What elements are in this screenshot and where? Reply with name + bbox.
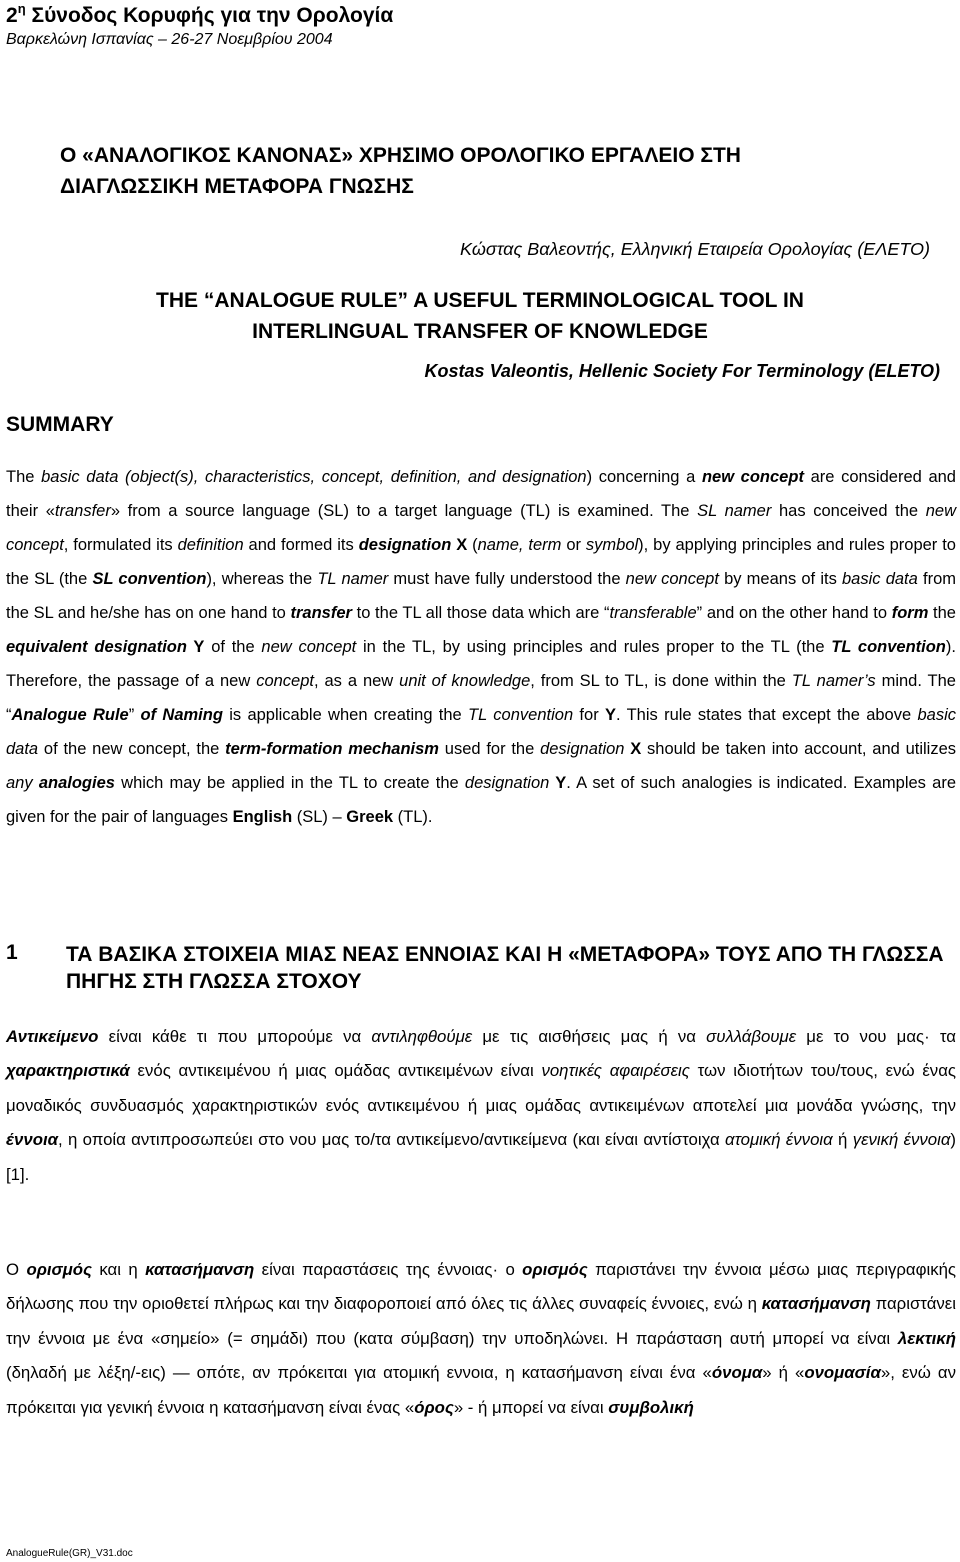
text-run: of Naming bbox=[140, 706, 223, 724]
text-run: ( bbox=[467, 536, 478, 554]
text-run: English bbox=[232, 808, 293, 826]
text-run: TL convention bbox=[468, 706, 574, 724]
text-run: unit of knowledge bbox=[399, 672, 531, 690]
text-run: Y bbox=[549, 774, 567, 792]
text-run: new concept bbox=[261, 638, 357, 656]
abstract-paragraph bbox=[6, 460, 956, 834]
text-run: any bbox=[6, 774, 33, 792]
text-run: from the SL and he/she has on one hand to bbox=[6, 570, 956, 622]
text-run: . A set of such analogies is indicated. Examples are given for the pair of languages bbox=[6, 774, 956, 826]
text-run: TL convention bbox=[831, 638, 946, 656]
greek-title-line1: Ο «ΑΝΑΛΟΓΙΚΟΣ ΚΑΝΟΝΑΣ» ΧΡΗΣΙΜΟ ΟΡΟΛΟΓΙΚΟ ΕΡΓΑΛΕΙΟ ΣΤΗ bbox=[60, 144, 741, 167]
text-run: transfer bbox=[290, 604, 352, 622]
text-run: are considered and their « bbox=[6, 468, 956, 520]
text-run: which may be applied in the TL to create the bbox=[114, 774, 465, 792]
text-run: X bbox=[451, 536, 468, 554]
text-run: basic data (object(s), characteristics, concept, definition, and designation bbox=[41, 468, 587, 486]
text-run: » ή « bbox=[762, 1363, 805, 1383]
text-run: λεκτική bbox=[897, 1328, 956, 1348]
text-run: γενική έννοια bbox=[852, 1130, 951, 1150]
text-run: των ιδιοτήτων του/τους, ενώ ένας μοναδικός συνδυασμός χαρακτηριστικών ενός αντικειμένου ή μιας ομάδας αντικειμένων αποτελεί μια μονάδα γνώσης, την bbox=[6, 1061, 956, 1115]
english-title bbox=[0, 285, 960, 347]
text-run: , formulated its bbox=[63, 536, 178, 554]
text-run: ), whereas the bbox=[206, 570, 318, 588]
text-run: όνομα bbox=[711, 1363, 763, 1383]
text-run: νοητικές αφαιρέσεις bbox=[541, 1061, 690, 1081]
text-run: basic data bbox=[6, 706, 956, 758]
text-run: χαρακτηριστικά bbox=[6, 1061, 130, 1081]
text-run: ” and on the other hand to bbox=[696, 604, 892, 622]
text-run: , η οποία αντιπροσωπεύει στο νου μας το/τα αντικείμενο/αντικείμενα (και είναι αντίστοιχα bbox=[58, 1130, 726, 1150]
greek-title-line2: ΔΙΑΓΛΩΣΣΙΚΗ ΜΕΤΑΦΟΡΑ ΓΝΩΣΗΣ bbox=[60, 175, 414, 198]
text-run: ή bbox=[832, 1130, 853, 1150]
text-run: ) concerning a bbox=[586, 468, 702, 486]
text-run: ατομική έννοια bbox=[725, 1130, 833, 1150]
text-run: . This rule states that except the above bbox=[616, 706, 918, 724]
text-run: used for the bbox=[438, 740, 541, 758]
text-run: new concept bbox=[701, 468, 804, 486]
text-run: the bbox=[928, 604, 956, 622]
text-run: με τις αισθήσεις μας ή να bbox=[472, 1027, 707, 1046]
text-run: », ενώ αν πρόκειται για γενική έννοια η κατασήμανση είναι ένας « bbox=[6, 1363, 957, 1417]
text-run: (δηλαδή με λέξη/-εις) — οπότε, αν πρόκειται για ατομική εννοια, η κατασήμανση είναι ένα « bbox=[6, 1363, 712, 1383]
english-title-line1: THE “ANALOGUE RULE” A USEFUL TERMINOLOGICAL TOOL IN bbox=[156, 289, 804, 312]
text-run: » from a source language (SL) to a target language (TL) is examined. The bbox=[110, 502, 698, 520]
section-title: ΤΑ ΒΑΣΙΚΑ ΣΤΟΙΧΕΙΑ ΜΙΑΣ ΝΕΑΣ ΕΝΝΟΙΑΣ ΚΑΙ Η «ΜΕΤΑΦΟΡΑ» ΤΟΥΣ ΑΠΟ ΤΗ ΓΛΩΣΣΑ ΠΗΓΗΣ ΣΤΗ ΓΛΩΣΣΑ ΣΤΟΧΟΥ bbox=[66, 943, 944, 993]
text-run: of the bbox=[204, 638, 262, 656]
text-run: The bbox=[6, 468, 42, 486]
text-run: to the TL all those data which are “ bbox=[351, 604, 610, 622]
text-run: ). Therefore, the passage of a new bbox=[6, 638, 956, 690]
text-run: ορισμός bbox=[522, 1260, 588, 1279]
text-run: concept bbox=[256, 672, 314, 690]
text-run: συμβολική bbox=[608, 1397, 694, 1417]
text-run: είναι παραστάσεις της έννοιας· ο bbox=[254, 1260, 523, 1279]
text-run: definition bbox=[177, 536, 244, 554]
text-run: παριστάνει την έννοια μέσω μιας περιγραφικής δήλωσης που την οριοθετεί πλήρως και την διαφοροποιεί από όλες τις άλλες συναφείς έννοιες, ενώ η bbox=[6, 1260, 956, 1314]
text-run: (TL). bbox=[393, 808, 433, 826]
text-run: mind. The “ bbox=[6, 672, 956, 724]
greek-author: Κώστας Βαλεοντής, Ελληνική Εταιρεία Ορολογίας (ΕΛΕΤΟ) bbox=[460, 239, 930, 259]
text-run: TL namer bbox=[317, 570, 389, 588]
text-run: designation bbox=[540, 740, 625, 758]
conference-title bbox=[6, 2, 393, 28]
text-run: has conceived the bbox=[771, 502, 926, 520]
text-run: και η bbox=[91, 1260, 146, 1279]
text-run: equivalent designation bbox=[6, 638, 187, 656]
text-run: Y bbox=[186, 638, 205, 656]
text-run: must have fully understood the bbox=[388, 570, 626, 588]
english-title-line2: INTERLINGUAL TRANSFER OF KNOWLEDGE bbox=[252, 320, 708, 343]
text-run: είναι κάθε τι που μπορούμε να bbox=[98, 1027, 372, 1046]
title-superscript: η bbox=[17, 1, 26, 16]
english-author: Kostas Valeontis, Hellenic Society For Terminology (ELETO) bbox=[424, 361, 940, 381]
text-run: transfer bbox=[54, 502, 111, 520]
text-run: basic data bbox=[842, 570, 918, 588]
text-run: με το νου μας· τα bbox=[796, 1027, 956, 1046]
text-run: ενός αντικειμένου ή μιας ομάδας αντικειμένων είναι bbox=[129, 1061, 542, 1081]
text-run: Ο bbox=[6, 1260, 27, 1279]
text-run: designation bbox=[358, 536, 452, 554]
text-run: form bbox=[891, 604, 929, 622]
text-run: should be taken into account, and utilizes bbox=[641, 740, 957, 758]
text-run: παριστάνει την έννοια με ένα «σημείο» (= σημάδι) που (κατα σύμβαση) την υποδηλώνει. Η παράσταση αυτή μπορεί να είναι bbox=[6, 1294, 957, 1348]
text-run: κατασήμανση bbox=[145, 1260, 255, 1279]
summary-heading: SUMMARY bbox=[6, 413, 114, 436]
section-number: 1 bbox=[6, 941, 18, 964]
text-run: by means of its bbox=[718, 570, 842, 588]
text-run: Analogue Rule bbox=[11, 706, 129, 724]
text-run: Y bbox=[605, 706, 617, 724]
text-run: of the new concept, the bbox=[38, 740, 226, 758]
conference-subtitle: Βαρκελώνη Ισπανίας – 26-27 Νοεμβρίου 2004 bbox=[6, 31, 333, 48]
text-run: and formed its bbox=[243, 536, 359, 554]
text-run: ) [1]. bbox=[6, 1130, 956, 1184]
title-number: 2 bbox=[6, 4, 18, 27]
text-run: or bbox=[561, 536, 586, 554]
body-paragraph-1 bbox=[6, 1020, 956, 1192]
text-run: for bbox=[573, 706, 605, 724]
text-run: » - ή μπορεί να είναι bbox=[453, 1397, 609, 1417]
text-run: έννοια bbox=[6, 1130, 59, 1150]
text-run: analogies bbox=[38, 774, 115, 792]
greek-title bbox=[60, 140, 741, 202]
text-run: name, term bbox=[477, 536, 562, 554]
text-run: transferable bbox=[609, 604, 697, 622]
text-run: in the TL, by using principles and rules proper to the TL (the bbox=[356, 638, 832, 656]
text-run: Greek bbox=[346, 808, 394, 826]
text-run: , as a new bbox=[313, 672, 400, 690]
text-run: new concept bbox=[6, 502, 956, 554]
body-paragraph-2 bbox=[6, 1253, 956, 1425]
title-text: Σύνοδος Κορυφής για την Ορολογία bbox=[25, 4, 394, 27]
text-run: SL convention bbox=[92, 570, 207, 588]
text-run: ” bbox=[128, 706, 141, 724]
text-run: ονομασία bbox=[804, 1363, 881, 1383]
text-run: Αντικείμενο bbox=[6, 1027, 99, 1046]
text-run: (SL) – bbox=[292, 808, 347, 826]
text-run: αντιληφθούμε bbox=[371, 1027, 473, 1046]
text-run: symbol bbox=[585, 536, 639, 554]
text-run: , from SL to TL, is done within the bbox=[530, 672, 792, 690]
text-run: κατασήμανση bbox=[761, 1294, 871, 1314]
text-run: όρος bbox=[414, 1397, 454, 1417]
text-run: designation bbox=[464, 774, 550, 792]
footer-filename: AnalogueRule(GR)_V31.doc bbox=[6, 1548, 133, 1559]
text-run: ), by applying principles and rules proper to the SL (the bbox=[6, 536, 956, 588]
text-run: συλλάβουμε bbox=[706, 1027, 797, 1046]
text-run: ορισμός bbox=[26, 1260, 92, 1279]
text-run: TL namer’s bbox=[791, 672, 876, 690]
text-run: SL namer bbox=[697, 502, 772, 520]
text-run: new concept bbox=[625, 570, 719, 588]
text-run: is applicable when creating the bbox=[222, 706, 469, 724]
text-run: X bbox=[624, 740, 642, 758]
text-run: term-formation mechanism bbox=[225, 740, 439, 758]
